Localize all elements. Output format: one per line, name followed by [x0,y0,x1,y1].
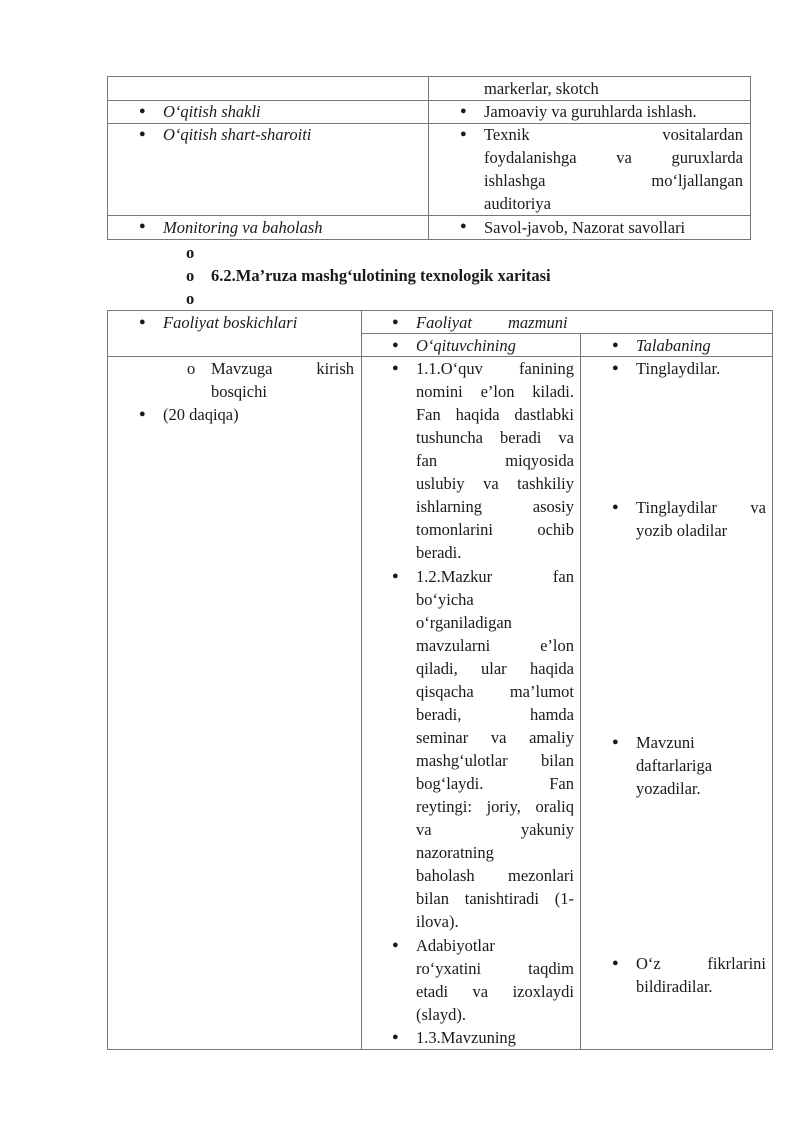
header-stage: Faoliyat boskichlari [163,313,298,332]
table1-row3-right: Savol-javob, Nazorat savollari [484,218,686,237]
teacher-item-3: Adabiyotlar ro‘yxatini taqdim etadi va izoxlaydi (slayd). [416,936,574,1024]
bullet-icon: ● [392,339,399,351]
teacher-item-4: 1.3.Mavzuning [416,1028,516,1047]
bullet-icon: ● [392,316,399,328]
bullet-icon: ● [392,1031,399,1043]
bullet-icon: ● [139,316,146,328]
list-marker: o [187,359,196,378]
bullet-icon: ● [460,128,467,140]
bullet-icon: ● [139,408,146,420]
bullet-icon: ● [460,105,467,117]
list-marker: o [186,289,195,308]
header-teacher: O‘qituvchining [416,336,516,355]
bullet-icon: ● [392,939,399,951]
bullet-icon: ● [139,220,146,232]
bullet-icon: ● [612,957,619,969]
table1-row2-right: Texnik vositalardan foydalanishga va guruxlarda ishlashga mo‘ljallangan auditoriya [484,125,743,213]
bullet-icon: ● [392,570,399,582]
header-student: Talabaning [636,336,711,355]
table1-row3-left: Monitoring va baholash [163,218,323,237]
bullet-icon: ● [460,220,467,232]
bullet-icon: ● [612,339,619,351]
stage-title: Mavzuga kirish bosqichi [211,359,354,401]
list-marker: o [186,266,195,285]
header-content-2: mazmuni [508,313,568,332]
teacher-item-1: 1.1.O‘quv fanining nomini e’lon kiladi. Fan haqida dastlabki tushuncha beradi va fan miqyosida uslubiy va tashkiliy ishlarning asosiy tomonlarini ochib beradi. [416,359,574,562]
table1-row0-right: markerlar, skotch [484,79,599,98]
student-item-4: O‘z fikrlarini bildiradilar. [636,954,766,996]
section-heading: 6.2.Ma’ruza mashg‘ulotining texnologik xaritasi [211,266,551,285]
table1-row2-left: O‘qitish shart-sharoiti [163,125,312,144]
table1-row1-right: Jamoaviy va guruhlarda ishlash. [484,102,697,121]
header-content-1: Faoliyat [416,313,472,332]
bullet-icon: ● [139,128,146,140]
table1-row1-left: O‘qitish shakli [163,102,261,121]
stage-time: (20 daqiqa) [163,405,239,424]
student-item-2: Tinglaydilar va yozib oladilar [636,498,766,540]
bullet-icon: ● [612,362,619,374]
teacher-item-2: 1.2.Mazkur fan bo‘yicha o‘rganiladigan mavzularni e’lon qiladi, ular haqida qisqacha ma’lumot beradi, hamda seminar va amaliy mashg‘ulotlar bilan bog‘laydi. Fan reytingi: joriy, oraliq va yakuniy nazoratning baholash mezonlari bilan tanishtiradi (1- ilova). [416,567,574,931]
bullet-icon: ● [139,105,146,117]
student-item-3: Mavzuni daftarlariga yozadilar. [636,733,713,798]
student-item-1: Tinglaydilar. [636,359,721,378]
list-marker: o [186,243,195,262]
bullet-icon: ● [612,736,619,748]
bullet-icon: ● [612,501,619,513]
bullet-icon: ● [392,362,399,374]
